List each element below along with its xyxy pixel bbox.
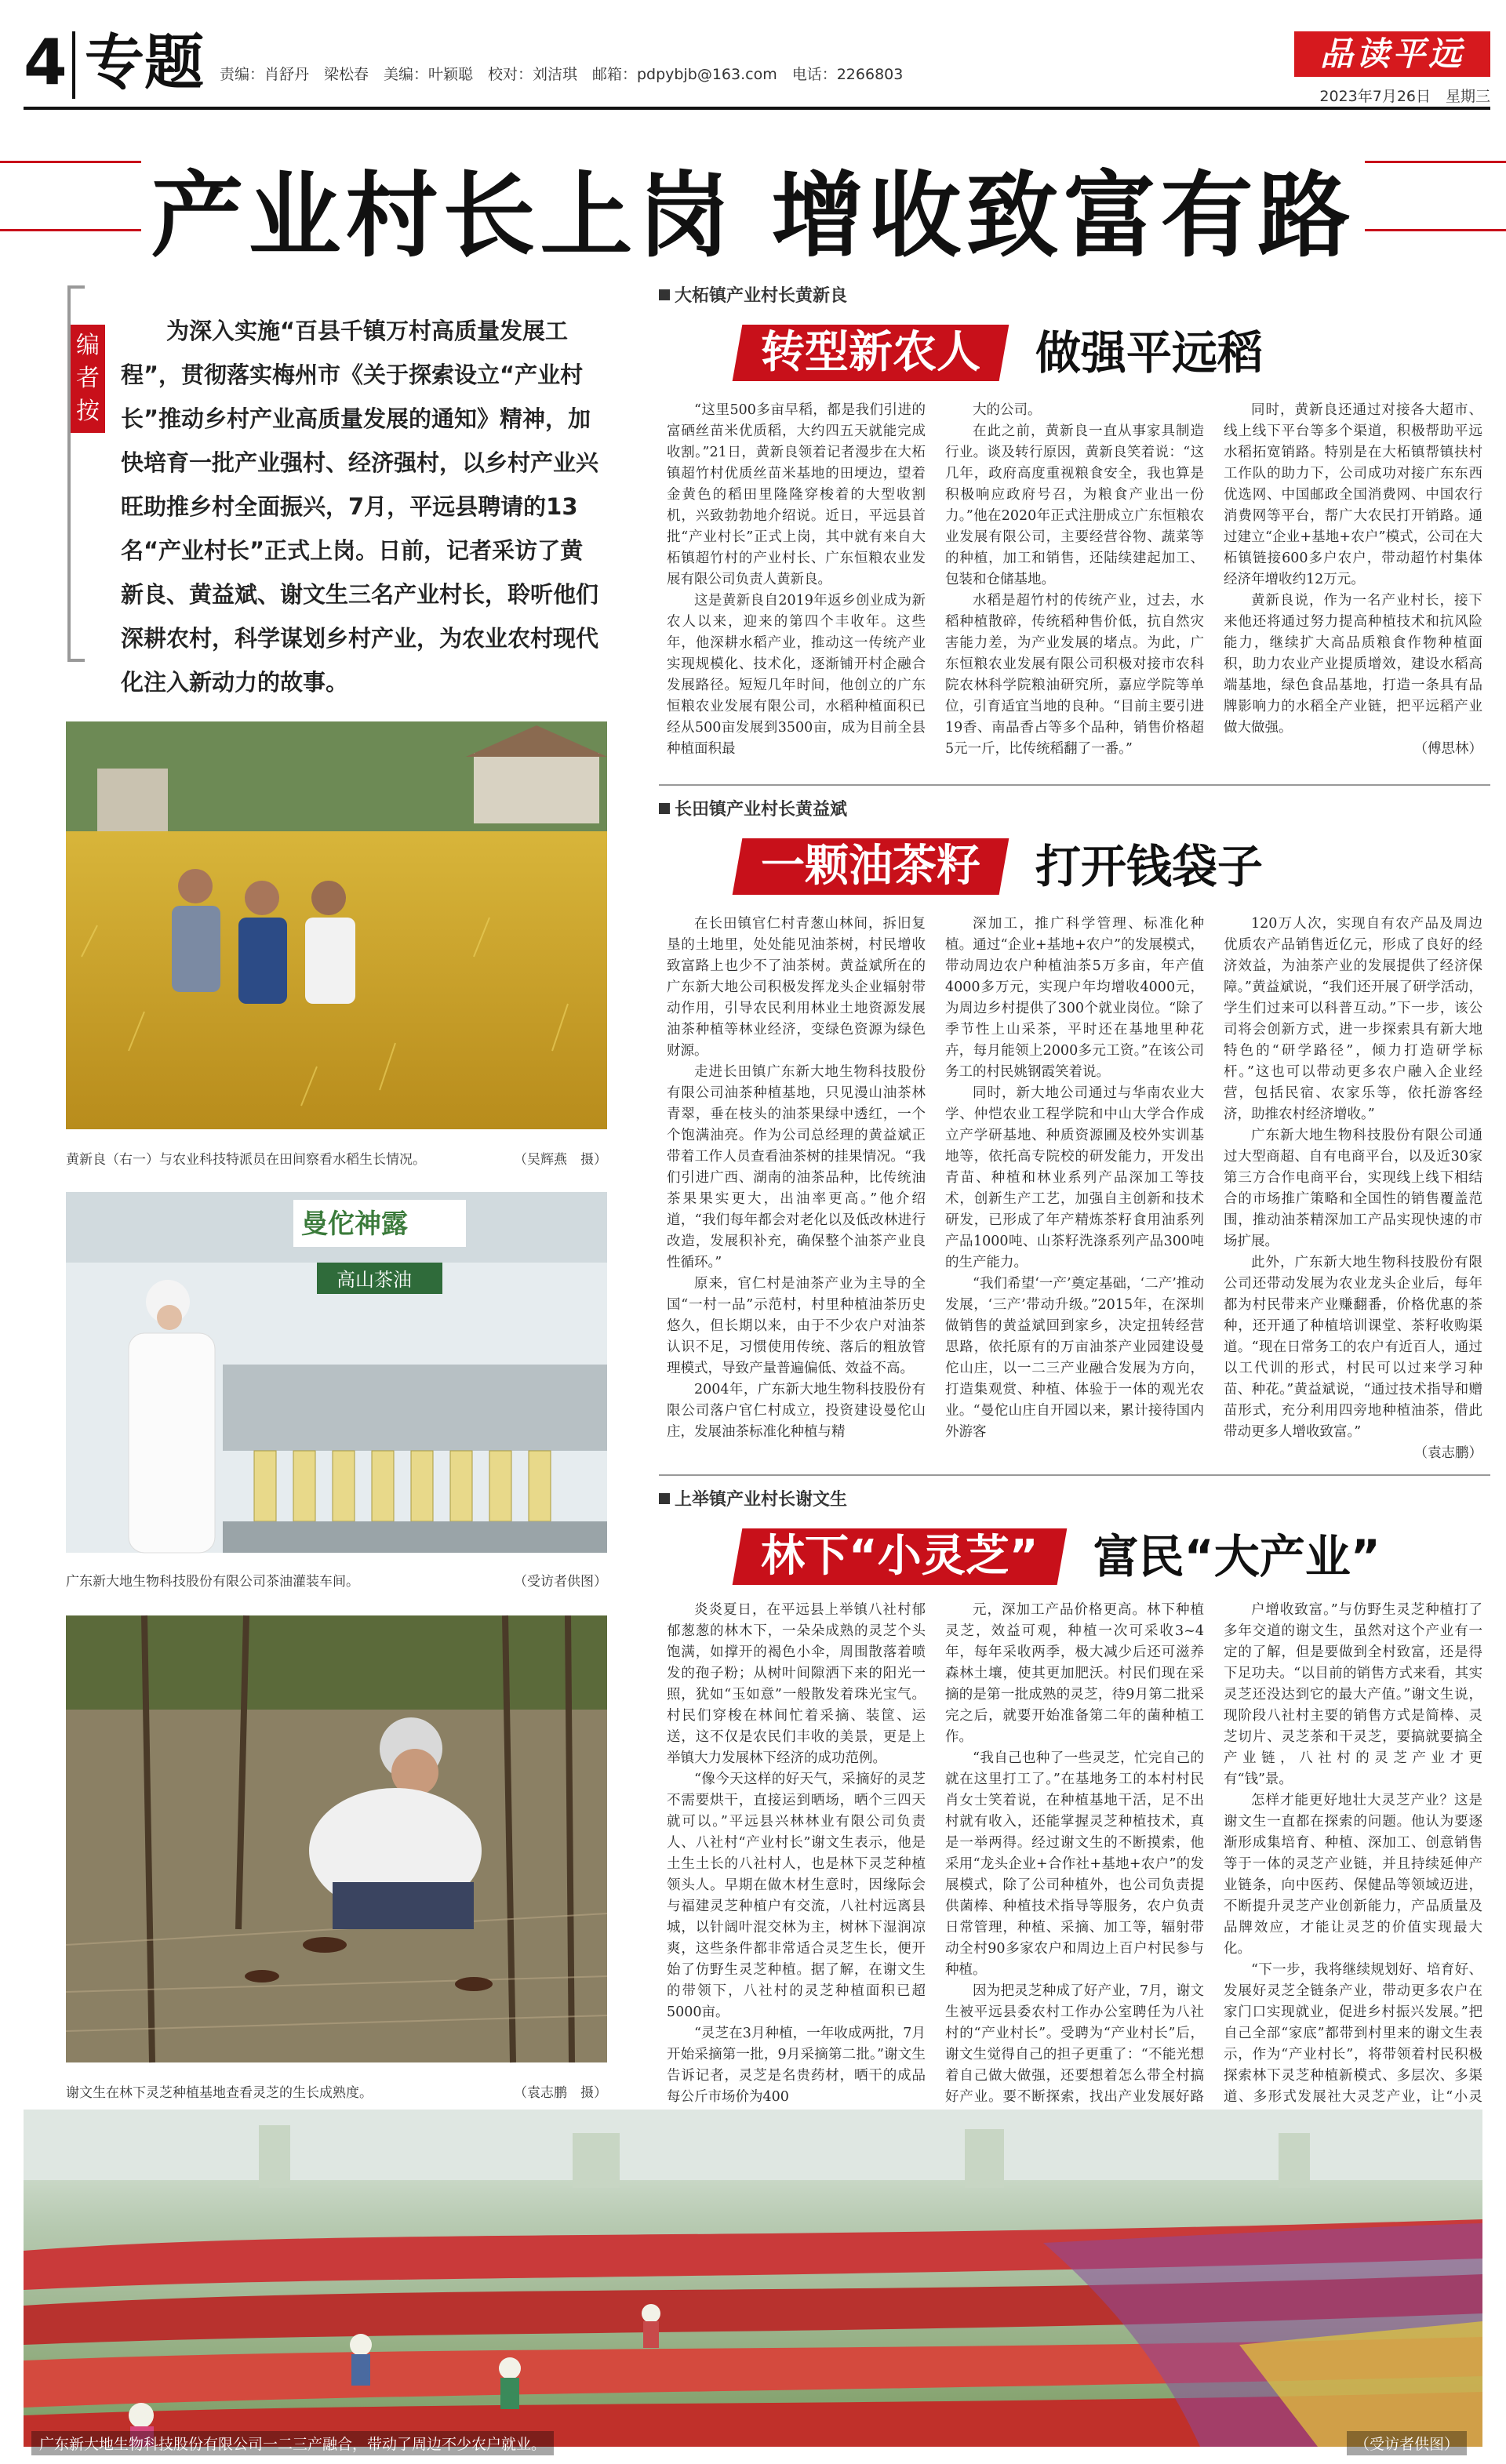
bottom-photo-credit: （受访者供图）: [1347, 2431, 1467, 2455]
section-body: [667, 914, 1482, 1461]
photo-caption: 黄新良（右一）与农业科技特派员在田间察看水稻生长情况。 （吴辉燕 摄）: [66, 1152, 607, 1168]
page-number: 4: [24, 26, 67, 99]
section-name: 专题: [85, 27, 204, 97]
section-subhead: 一颗油茶籽 打开钱袋子: [737, 835, 1263, 898]
author-signature: （袁志鹏）: [1413, 1445, 1482, 1461]
article-column: 元，深加工产品价格更高。林下种植灵芝，效益可观，种植一次可采收3~4年，每年采收两季，极大减少后还可滋养森林土壤，使其更加肥沃。村民们现在采摘的是第一批成熟的灵芝，待9月第二批采完之后，就要开始准备第二年的菌种植工作。 “我自己也种了一些灵芝，忙完自己的就在这里打工了。”在基地务工的本村村民肖女士笑着说，在种植基地干活，足不出村就有收入，还能掌握灵芝种植技术，真是一举两得。经过谢文生的不断摸索，他采用“龙头企业+合作社+基地+农户”的发展模式，除了公司种植外，也公司负责提供菌棒、种植技术指导等服务，农户负责日常管理，种植、采摘、加工等，辐射带动全村90多家农户和周边上百户村民参与种植。 因为把灵芝种成了好产业，7月，谢文生被平远县委农村工作办公室聘任为八社村的“产业村长”。受聘为“产业村长”后，谢文生觉得自己的担子更重了：“不能光想着自己做大做强，还要想着怎么带全村搞好产业。要不断探索，找出产业发展好路: [945, 1602, 1204, 2105]
issue-date: 2023年7月26日 星期三: [1319, 88, 1490, 105]
article-column: 户增收致富。”与仿野生灵芝种植打了多年交道的谢文生，虽然对这个产业有一定的了解，但是要做到全村致富，还是得下足功夫。“以目前的销售方式来看，其实灵芝还没达到它的最大产值。”谢文生说，现阶段八社村主要的销售方式是简棒、灵芝切片、灵芝茶和干灵芝，要搞就要搞全产业链，八社村的灵芝产业才更有“钱”景。 怎样才能更好地壮大灵芝产业？这是谢文生一直都在探索的问题。他认为要逐渐形成集培育、种植、深加工、创意销售等于一体的灵芝产业链，并且持续延伸产业链条，向中医药、保健品等领域迈进，不断提升灵芝产业创新能力，产品质量及品牌效应，才能让灵芝的价值实现最大化。 “下一步，我将继续规划好、培育好、发展好灵芝全链条产业，带动更多农户在家门口实现就业，促进乡村振兴发展。”把自己全部“家底”都带到村里来的谢文生表示，作为“产业村长”，将带领着村民积极探索林下灵芝种植新模式、多层次、多渠道、多形式发展社大灵芝产业，让“小灵: [1224, 1600, 1482, 2102]
photo-lingzhi-forest: [66, 1615, 607, 2062]
section-label: 上举镇产业村长谢文生: [659, 1486, 847, 1510]
article-column: 炎炎夏日，在平远县上举镇八社村郁郁葱葱的林木下，一朵朵成熟的灵芝个头饱满，如撑开的褐色小伞，周围散落着喷发的孢子粉；从树叶间隙洒下来的阳光一照，犹如“玉如意”一般散发着珠光宝气。村民们穿梭在林间忙着采摘、装筐、运送，这不仅是农民们丰收的美景，更是上举镇大力发展林下经济的成功范例。 “像今天这样的好天气，采摘好的灵芝不需要烘干，直接运到晒场，晒个三四天就可以。”平远县兴林林业有限公司负责人、八社村“产业村长”谢文生表示，他是土生土长的八社村人，也是林下灵芝种植领头人。早期在做木材生意时，因缘际会与福建灵芝种植户有交流，八社村远离县城，以针阔叶混交林为主，树林下湿润凉爽，这些条件都非常适合灵芝生长，便开始了仿野生灵芝种植。据了解，在谢文生的带领下，八社村的灵芝种植面积已超5000亩。 “灵芝在3月种植，一年收成两批，7月开始采摘第一批，9月采摘第二批。”谢文生告诉记者，灵芝是名贵药材，晒干的成品每公斤市场价为400: [667, 1602, 926, 2105]
page-header: [24, 24, 1490, 110]
section-label: 大柘镇产业村长黄新良: [659, 282, 847, 307]
photo-caption: 谢文生在林下灵芝种植基地查看灵芝的生长成熟度。 （袁志鹏 摄）: [66, 2085, 607, 2101]
article-column: 大的公司。 在此之前，黄新良一直从事家具制造行业。谈及转行原因，黄新良笑着说：“这几年，政府高度重视粮食安全，我也算是积极响应政府号召，为粮食产业出一份力。”他在2020年正式注册成立广东恒粮农业发展有限公司，主要经营谷物、蔬菜等的种植，加工和销售，还陆续建起加工、包装和仓储基地。 水稻是超竹村的传统产业，过去，水稻种植散碎，传统稻种售价低，抗自然灾害能力差，为产业发展的堵点。为此，广东恒粮农业发展有限公司积极对接市农科院农林科学院粮油研究所，嘉应学院等单位，引育适宜当地的良种。“目前主要引进19香、南晶香占等多个品种，销售价格超5元一斤，比传统稻翻了一番。”: [945, 402, 1204, 757]
section-label: 长田镇产业村长黄益斌: [659, 796, 847, 820]
photo-oil-filling-line: [66, 1192, 607, 1553]
newspaper-logo: 品读平远: [1294, 31, 1490, 77]
photo-sign-text: 曼佗神露: [301, 1208, 408, 1240]
section-body: [667, 400, 1482, 761]
article-column: 同时，黄新良还通过对接各大超市、线上线下平台等多个渠道，积极帮助平远水稻拓宽销路。特别是在大柘镇帮镇扶村工作队的助力下，公司成功对接广东东西优选网、中国邮政全国消费网、中国农行消费网等平台，帮广大农民打开销路。通过建立“企业+基地+农户”模式，公司在大柘镇链接600多户农户，带动超竹村集体经济年增收约12万元。 黄新良说，作为一名产业村长，接下来他还将通过努力提高种植技术和抗风险能力，继续扩大高品质粮食作物种植面积，助力农业产业提质增效，建设水稻高端基地，绿色食品基地，打造一条具有品牌影响力的水稻全产业链，把平远稻产业做大做强。 （傅思林）: [1224, 400, 1482, 760]
section-subhead: 转型新农人 做强平远稻: [737, 322, 1263, 384]
bottom-photo-caption: 广东新大地生物科技股份有限公司一二三产融合，带动了周边不少农户就业。: [31, 2431, 554, 2455]
photo-sign-subtext: 高山茶油: [336, 1269, 412, 1291]
photo-flower-field: [24, 2110, 1482, 2447]
editor-note-text: 为深入实施“百县千镇万村高质量发展工程”，贯彻落实梅州市《关于探索设立“产业村长”推动乡村产业高质量发展的通知》精神，加快培育一批产业强村、经济强村，以乡村产业兴旺助推乡村全面振兴，7月，平远县聘请的13名“产业村长”正式上岗。日前，记者采访了黄新良、黄益斌、谢文生三名产业村长，聆听他们深耕农村，科学谋划乡村产业，为农业农村现代化注入新动力的故事。: [121, 318, 599, 696]
section-body: [667, 1600, 1482, 2105]
article-column: “这里500多亩早稻，都是我们引进的富硒丝苗米优质稻，大约四五天就能完成收割。”21日，黄新良领着记者漫步在大柘镇超竹村优质丝苗米基地的田埂边，望着金黄色的稻田里隆隆穿梭着的大型收割机，兴致勃勃地介绍说。近日，平远县首批“产业村长”正式上岗，其中就有来自大柘镇超竹村的产业村长、广东恒粮农业发展有限公司负责人黄新良。 这是黄新良自2019年返乡创业成为新农人以来，迎来的第四个丰收年。这些年，他深耕水稻产业，推动这一传统产业实现规模化、技术化，逐渐铺开村企融合发展路径。短短几年时间，他创立的广东恒粮农业发展有限公司，水稻种植面积已经从500亩发展到3500亩，成为目前全县种植面积最: [667, 402, 926, 757]
editor-note: [67, 285, 601, 696]
header-divider: [72, 31, 75, 99]
article-column: 120万人次，实现自有农产品及周边优质农产品销售近亿元，形成了良好的经济效益，为油茶产业的发展提供了经济保障。”黄益斌说，“我们还开展了研学活动，学生们过来可以科普互动。”下一步，该公司将会创新方式，进一步探索具有新大地特色的“研学路径”，倾力打造研学标杆。”这也可以带动更多农户融入企业经营，包括民宿、农家乐等，依托游客经济，助推农村经济增收。” 广东新大地生物科技股份有限公司通过大型商超、自有电商平台，以及近30家第三方合作电商平台，实现线上线下相结合的市场推广策略和全国性的销售覆盖范围，推动油茶精深加工产品实现快速的市场扩展。 此外，广东新大地生物科技股份有限公司还带动发展为农业龙头企业后，每年都为村民带来产业赚翻番，价格优惠的茶种，还开通了种植培训课堂、茶籽收购渠道。“现在日常务工的农户有近百人，通过以工代训的形式，村民可以过来学习种苗、种花。”黄益斌说，“通过技术指导和赠苗形式，充分利用四旁地种植油茶，借此带动更多人增收致富。” （袁志鹏）: [1224, 914, 1482, 1455]
headline: 产业村长上岗 增收致富有路: [151, 162, 1355, 270]
editor-credits: 责编：肖舒丹 梁松春 美编：叶颖聪 校对：刘洁琪 邮箱：pdpybjb@163.com 电话：2266803: [220, 66, 904, 83]
section-subhead: 林下“小灵芝” 富民“大产业”: [737, 1525, 1380, 1588]
section-divider: [659, 784, 1490, 786]
author-signature: （傅思林）: [1413, 741, 1482, 757]
editor-note-tag: 编者按: [71, 325, 105, 433]
article-column: 深加工，推广科学管理、标准化种植。通过“企业+基地+农户”的发展模式，带动周边农户种植油茶5万多亩，年产值4000多万元，实现户年均增收4000元，为周边乡村提供了300个就业岗位。“除了季节性上山采茶，平时还在基地里种花卉，每月能领上2000多元工资。”在该公司务工的村民姚钢霞笑着说。 同时，新大地公司通过与华南农业大学、仲恺农业工程学院和中山大学合作成立产学研基地、种质资源圃及校外实训基地等，依托高专院校的研发能力，开发出青苗、种植和林业系列产品深加工等技术，创新生产工艺，加强自主创新和技术研发，已形成了年产精炼茶籽食用油系列产品1000吨、山茶籽洗涤系列产品300吨的生产能力。 “我们希望‘一产’奠定基础，‘二产’推动发展，‘三产’带动升级。”2015年，在深圳做销售的黄益斌回到家乡，决定扭转经营思路，依托原有的万亩油茶产业园建设曼佗山庄，以一二三产业融合发展为方向，打造集观赏、种植、体验于一体的观光农业。“曼佗山庄自开园以来，累计接待国内外游客: [945, 916, 1204, 1440]
photo-rice-field: [66, 721, 607, 1129]
article-column: 在长田镇官仁村青葱山林间，拆旧复垦的土地里，处处能见油茶树，村民增收致富路上也少不了油茶树。黄益斌所在的广东新大地公司积极发挥龙头企业辐射带动作用，引导农民利用林业土地资源发展油茶种植等林业经济，变绿色资源为绿色财源。 走进长田镇广东新大地生物科技股份有限公司油茶种植基地，只见漫山油茶林青翠，垂在枝头的油茶果绿中透红，一个个饱满油亮。作为公司总经理的黄益斌正带着工作人员查看油茶树的挂果情况。“我们引进广西、湖南的油茶品种，比传统油茶果果实更大，出油率更高。”他介绍道，“我们每年都会对老化以及低改林进行改造，发展积补充，确保整个油茶产业良性循环。” 原来，官仁村是油茶产业为主导的全国“一村一品”示范村，村里种植油茶历史悠久，但长期以来，由于不少农户对油茶认识不足，习惯使用传统、落后的粗放管理模式，导致产量普遍偏低、效益不高。 2004年，广东新大地生物科技股份有限公司落户官仁村成立，投资建设曼佗山庄，发展油茶标准化种植与精: [667, 916, 926, 1440]
photo-caption: 广东新大地生物科技股份有限公司茶油灌装车间。 （受访者供图）: [66, 1574, 607, 1590]
header-rule: [24, 107, 1490, 110]
section-divider: [659, 1474, 1490, 1476]
